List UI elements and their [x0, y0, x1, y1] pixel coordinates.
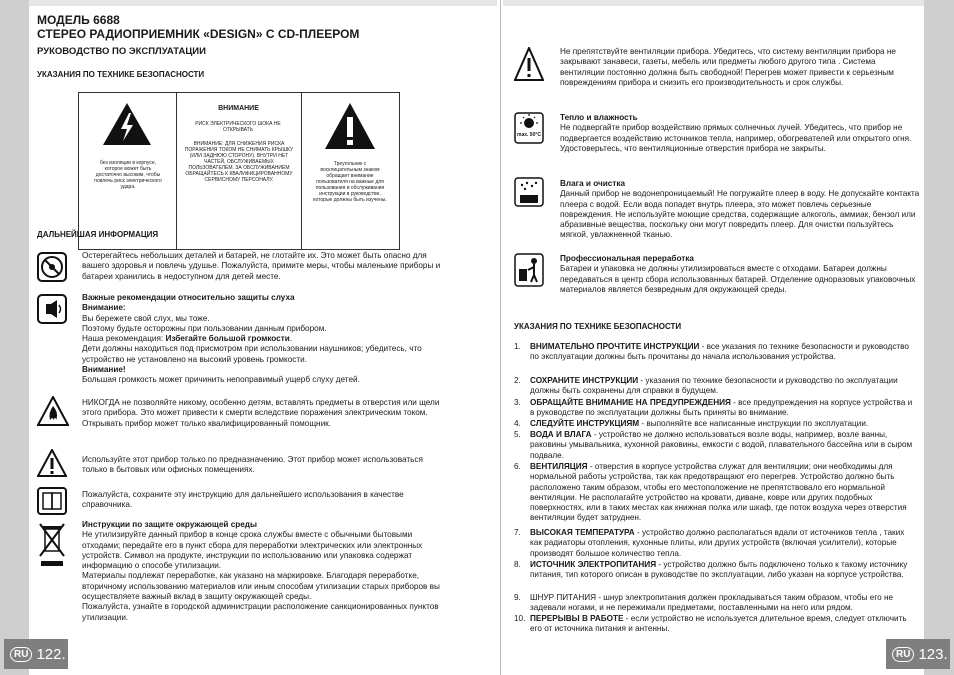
safety-item-keyword: ВЕНТИЛЯЦИЯ [530, 462, 588, 471]
right-side-bar [924, 0, 954, 675]
warning-box [78, 92, 400, 250]
warning-box-right-text: Треугольник с восклицательным знаком обращает внимание пользователя на важные для пользования и обслуживания инструкции в руководстве, которые должны быть изучены. [313, 161, 387, 203]
ventilation-caution-icon [514, 47, 544, 81]
recycling-text: Батареи и упаковка не должны утилизироваться вместе с отходами. Батареи должны передаваться в центр сбора использованных батарей. Отделение одноразовых упаковочных материалов является безвредным для окружающей среды. [560, 264, 916, 294]
manual-heading: РУКОВОДСТВО ПО ЭКСПЛУАТАЦИИ [37, 46, 206, 57]
left-lang-badge: RU [10, 647, 32, 662]
center-fold-line [500, 0, 501, 675]
small-parts-text: Остерегайтесь небольших деталей и батарей, не глотайте их. Это может быть опасно для вашего здоровья и повлечь удушье. Пожалуйста, примите меры, чтобы маленькие приборы и батареи хранились в недоступном для детей месте. [82, 251, 441, 281]
heat-block [560, 113, 920, 154]
more-info-heading: ДАЛЬНЕЙШАЯ ИНФОРМАЦИЯ [37, 230, 159, 239]
hearing-recommend-label: Наша рекомендация: [82, 334, 166, 344]
intended-use-text: Используйте этот прибор только по предназначению. Этот прибор может использоваться только в бытовых или офисных помещениях. [82, 455, 423, 475]
safety-item-text [530, 560, 914, 581]
electric-shock-icon [101, 101, 153, 147]
safety-item-keyword: ВНИМАТЕЛЬНО ПРОЧТИТЕ ИНСТРУКЦИИ [530, 342, 700, 351]
moisture-block [560, 179, 920, 241]
safety-item-keyword: СОХРАНИТЕ ИНСТРУКЦИИ [530, 376, 639, 385]
hearing-line-a: Вы бережете свой слух, мы тоже. [82, 313, 210, 323]
safety-item-number: 8. [514, 560, 521, 569]
environment-text-a: Не утилизируйте данный прибор в конце срока службы вместе с обычными бытовыми отходами; передайте его в пункт сбора для переработки электрических или электронных устройств. Символ на продукте, инструкции по использованию или упаковка содержат информацию о способе утилизации. [82, 530, 423, 571]
safety-item [514, 398, 914, 419]
safety-item-body: - указания по технике безопасности и руководство по эксплуатации должны быть сохранены для справки в будущем. [530, 376, 898, 396]
hearing-line-c: Наша рекомендация: Избегайте большой громкости. [82, 334, 293, 344]
recycling-title: Профессиональная переработка [560, 254, 694, 263]
safety-item-number: 2. [514, 376, 521, 385]
hearing-recommend-value: Избегайте большой громкости [165, 334, 290, 344]
top-left-strip [29, 0, 497, 6]
left-page-num: 122. [36, 645, 66, 663]
model-title: МОДЕЛЬ 6688 [37, 13, 120, 27]
safety-item-body: - устройство должно располагаться вдали от источников тепла , таких как радиаторы отопления, кухонные плиты, или других устройств (включая усилители), которые производят большое количество тепла. [530, 528, 905, 558]
safety-item [514, 560, 914, 581]
safety-item-number: 5. [514, 430, 521, 439]
hearing-line-b: Поэтому будьте осторожны при пользовании данным прибором. [82, 323, 327, 333]
temperature-icon [514, 112, 544, 144]
caution-icon [37, 449, 67, 477]
safety-item [514, 430, 914, 461]
safety-item-keyword: ВЫСОКАЯ ТЕМПЕРАТУРА [530, 528, 635, 537]
hearing-title: Важные рекомендации относительно защиты слуха [82, 293, 295, 302]
environment-title: Инструкции по защите окружающей среды [82, 520, 257, 529]
safety-item-text [530, 376, 914, 397]
fire-hazard-icon [37, 396, 69, 426]
moisture-text: Данный прибор не водонепроницаемый! Не погружайте плеер в воду. Не допускайте контакта плеера с водой. Если вода попадет внутрь плеера, это может повлечь серьезные повреждения. Не используйте моющие средства, содержащие алкоголь, аммиак, бензол или абразивные вещества, поскольку они могут повредить плеер. Для очистки пользуйтесь мягкой, увлажненной тканью. [560, 189, 920, 240]
safety-item-keyword: ИСТОЧНИК ЭЛЕКТРОПИТАНИЯ [530, 560, 657, 569]
safety-item-number: 3. [514, 398, 521, 407]
warning-box-middle [176, 93, 302, 249]
top-right-strip [503, 0, 924, 6]
safety-item-number: 4. [514, 419, 521, 428]
warning-box-risk-text: РИСК ЭЛЕКТРИЧЕСКОГО ШОКА НЕ ОТКРЫВАТЬ [195, 121, 281, 133]
no-swallow-icon [37, 252, 67, 282]
safety-item-text [530, 430, 914, 461]
warning-box-left-text: без изоляции в корпусе, которое может быть достаточно высоким, чтобы повлечь риск электрического удара. [94, 160, 162, 190]
hearing-line-d: Дети должны находиться под присмотром при использовании наушников; убедитесь, что устройство не установлено на высокий уровень громкости. [82, 344, 422, 364]
safety-item-body: - выполняйте все написанные инструкции по эксплуатации. [639, 419, 869, 428]
warning-box-left [79, 93, 177, 249]
safety-item-text [530, 342, 914, 363]
hearing-attention-2: Внимание! [82, 365, 126, 375]
safety-item-number: 1. [514, 342, 521, 351]
safety-item-body: - если устройство не используется длительное время, следует отключить его от источника питания и антенны. [530, 614, 907, 634]
safety-item-keyword: ВОДА И ВЛАГА [530, 430, 592, 439]
left-side-bar [0, 0, 29, 675]
safety-item [514, 528, 914, 559]
ventilation-text: Не препятствуйте вентиляции прибора. Убедитесь, что систему вентиляции прибора не закрывают занавеси, газеты, мебель или предметы любого другого типа . Система вентиляции постоянно должна быть свободной! Перегрев может привести к серьезным повреждениям прибора и снизить его производительность и срок службы. [560, 47, 896, 87]
temperature-icon-label: max. 50°C [517, 132, 541, 138]
safety-item-text [530, 419, 914, 429]
right-lang-badge: RU [892, 647, 914, 662]
warning-box-main-text: ВНИМАНИЕ: ДЛЯ СНИЖЕНИЯ РИСКА ПОРАЖЕНИЯ ТОКОМ НЕ СНИМАТЬ КРЫШКУ (ИЛИ ЗАДНЮЮ СТОРОНУ). ВНУТРИ НЕТ ЧАСТЕЙ, ОБСЛУЖИВАЕМЫХ ПОЛЬЗОВАТЕЛЕМ. ЗА ОБСЛУЖИВАНИЕМ ОБРАЩАЙТЕСЬ К КВАЛИФИЦИРОВАННОМУ СЕРВИСНОМУ ПЕРСОНАЛУ. [184, 141, 294, 183]
moisture-icon [514, 177, 544, 207]
hearing-attention: Внимание: [82, 303, 126, 313]
environment-text-c: Пожалуйста, узнайте в городской администрации расположение санкционированных пунктов утилизации. [82, 602, 439, 622]
safety-item-number: 10. [514, 614, 526, 623]
safety-item [514, 614, 914, 635]
warning-box-title: ВНИМАНИЕ [218, 105, 259, 112]
weee-bin-icon [37, 521, 67, 569]
heat-text: Не подвергайте прибор воздействию прямых солнечных лучей. Убедитесь, что прибор не подвергается воздействию источников тепла, например, обогревателей или открытого огня. Удостоверьтесь, что вентиляционные отверстия прибора не закрыты. [560, 123, 912, 153]
safety-item [514, 593, 914, 614]
recycling-block [560, 254, 920, 295]
safety-item-body: - отверстия в корпусе устройства служат для вентиляции; они необходимы для нормальной работы устройства, так как предотвращают его перегрев. Устройство должно быть расположено таким образом, чтобы его местоположение не препятствовало его нормальной вентиляции. Не располагайте устройство на кровати, диване, ковре или других подобных поверхностях, или в таких местах как книжная полка или шкаф, где поток воздуха через отверстия вентиляции будет затруднен. [530, 462, 907, 523]
manual-book-icon [37, 487, 67, 515]
safety-item-text [530, 462, 914, 524]
safety-item-keyword: СЛЕДУЙТЕ ИНСТРУКЦИЯМ [530, 419, 640, 428]
safety-item-body: - все указания по технике безопасности и руководство по эксплуатации должны быть прочитаны до начала использования устройства. [530, 342, 909, 362]
product-title: СТЕРЕО РАДИОПРИЕМНИК «DESIGN» С CD-ПЛЕЕРОМ [37, 27, 360, 41]
safety-item-text [530, 398, 914, 419]
hearing-protection-icon [37, 294, 67, 324]
keep-manual-text: Пожалуйста, сохраните эту инструкцию для дальнейшего использования в качестве справочника. [82, 490, 404, 510]
environment-text-b: Материалы подлежат переработке, как указано на маркировке. Благодаря переработке, вторичному использованию материалов или иным способам утилизации старых приборов вы осуществляете важный вклад в защиту окружающей среды. [82, 571, 440, 602]
safety-item-body: - устройство должно быть подключено только к такому источнику питания, тип которого описан в руководстве по эксплуатации, либо указан на корпусе устройства. [530, 560, 908, 580]
safety-item-keyword: ОБРАЩАЙТЕ ВНИМАНИЕ НА ПРЕДУПРЕЖДЕНИЯ [530, 398, 731, 407]
safety-item [514, 376, 914, 397]
safety-item [514, 342, 914, 363]
hearing-block [82, 293, 442, 386]
safety-heading: УКАЗАНИЯ ПО ТЕХНИКЕ БЕЗОПАСНОСТИ [37, 70, 205, 79]
hearing-line-e: Большая громкость может причинить непоправимый ущерб слуху детей. [82, 375, 360, 385]
safety-item-number: 7. [514, 528, 521, 537]
right-page-num: 123. [918, 645, 948, 663]
safety-item-keyword: ПЕРЕРЫВЫ В РАБОТЕ [530, 614, 624, 623]
right-safety-heading: УКАЗАНИЯ ПО ТЕХНИКЕ БЕЗОПАСНОСТИ [514, 322, 682, 331]
environment-block [82, 520, 442, 623]
safety-item-text [530, 528, 914, 559]
safety-item-body: - все предупреждения на корпусе устройства и в руководстве по эксплуатации должны быть приняты во внимание. [530, 398, 913, 418]
recycling-icon [514, 253, 544, 287]
right-page-number [886, 639, 950, 669]
safety-item-body: ШНУР ПИТАНИЯ - шнур электропитания должен прокладываться таким образом, чтобы его не задевали ногами, и не пережимали предметами, поставленными на него или рядом. [530, 593, 894, 613]
safety-item [514, 462, 914, 524]
safety-item-number: 6. [514, 462, 521, 471]
safety-item-body: - устройство не должно использоваться возле воды, например, возле ванны, раковины умывальника, кухонной раковины, емкости с водой, плавательного бассейна или в сыром подвале. [530, 430, 913, 460]
warning-box-right [301, 93, 399, 249]
exclamation-triangle-icon [323, 101, 377, 151]
moisture-title: Влага и очистка [560, 179, 626, 188]
safety-item-text [530, 614, 914, 635]
left-page-number [4, 639, 68, 669]
safety-item [514, 419, 914, 429]
safety-item-text [530, 593, 914, 614]
never-insert-text: НИКОГДА не позволяйте никому, особенно детям, вставлять предметы в отверстия или щели этого прибора. Это может привести к смерти вследствие поражения электрическим током. Открывать прибор может только квалифицированный помощник. [82, 398, 440, 428]
heat-title: Тепло и влажность [560, 113, 638, 122]
safety-item-number: 9. [514, 593, 521, 602]
